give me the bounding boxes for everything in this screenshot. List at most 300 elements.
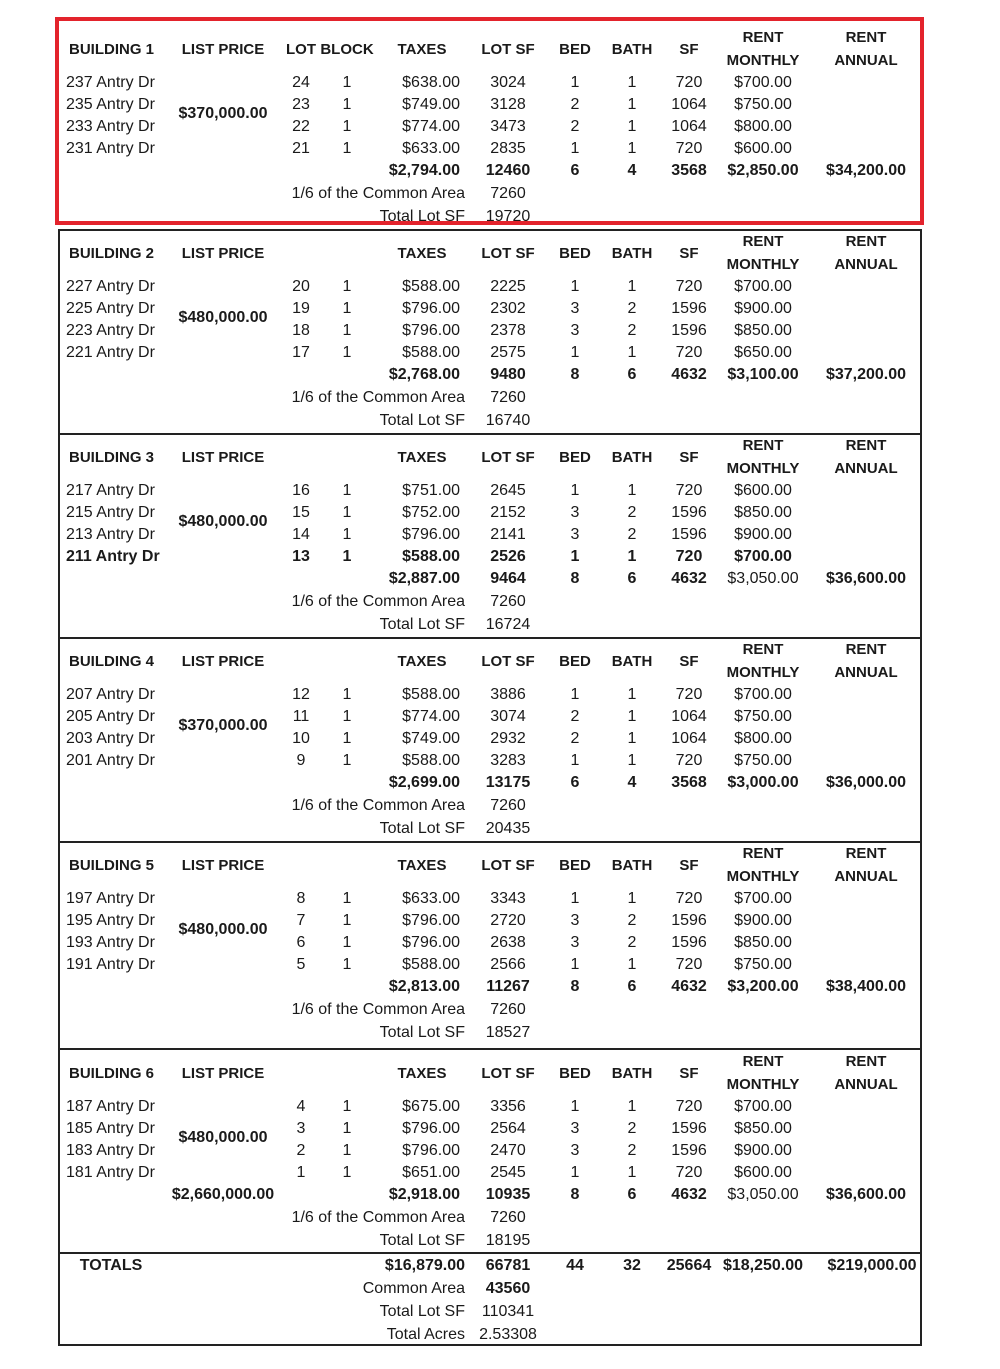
unit-block: 1 [342,1164,352,1181]
unit-sf: 720 [675,344,703,361]
unit-block: 1 [342,686,352,703]
header-rent: RENT [845,845,887,862]
section-divider [58,1048,922,1050]
sum-sf: 4632 [671,570,707,587]
header-sf: SF [679,245,699,262]
unit-address: 215 Antry Dr [66,504,155,521]
unit-sf: 1596 [671,526,707,543]
unit-address: 205 Antry Dr [66,708,155,725]
unit-sf: 720 [675,74,703,91]
unit-lot-sf: 3128 [490,96,526,113]
unit-sf: 720 [675,140,703,157]
unit-lot: 3 [296,1120,306,1137]
unit-bath: 2 [627,300,637,317]
unit-address: 237 Antry Dr [66,74,155,91]
unit-block: 1 [342,140,352,157]
unit-lot-sf: 2225 [490,278,526,295]
unit-bed: 3 [570,322,580,339]
totals-total-acres-label: Total Acres [386,1326,465,1343]
building-title: BUILDING 1 [69,41,155,58]
section-divider [58,229,922,231]
unit-lot: 15 [292,504,310,521]
sum-rent-monthly: $3,000.00 [727,774,799,791]
unit-block: 1 [342,548,352,565]
unit-sf: 720 [675,548,703,565]
sum-bath: 6 [627,366,637,383]
unit-lot-sf: 2720 [490,912,526,929]
unit-rent-monthly: $750.00 [734,956,792,973]
unit-sf: 1596 [671,322,707,339]
unit-rent-monthly: $700.00 [734,278,792,295]
unit-rent-monthly: $900.00 [734,526,792,543]
header-list-price: LIST PRICE [181,857,265,874]
totals-common-area: 43560 [485,1280,531,1297]
unit-lot: 14 [292,526,310,543]
header-lot-sf: LOT SF [481,653,535,670]
unit-bed: 3 [570,300,580,317]
unit-taxes: $633.00 [402,890,460,907]
unit-block: 1 [342,1098,352,1115]
unit-lot-sf: 3356 [490,1098,526,1115]
unit-sf: 1596 [671,1120,707,1137]
unit-rent-monthly: $800.00 [734,118,792,135]
unit-taxes: $774.00 [402,118,460,135]
header-rent: RENT [742,641,784,658]
unit-bed: 3 [570,526,580,543]
header-taxes: TAXES [397,41,447,58]
unit-lot-sf: 2566 [490,956,526,973]
total-lot-label: Total Lot SF [379,1024,465,1041]
unit-address: 195 Antry Dr [66,912,155,929]
unit-lot-sf: 3473 [490,118,526,135]
totals-sf: 25664 [666,1257,712,1274]
header-bath: BATH [611,1065,653,1082]
header-annual: ANNUAL [834,52,898,69]
unit-taxes: $796.00 [402,322,460,339]
sum-rent-annual: $36,600.00 [825,570,907,587]
unit-taxes: $796.00 [402,526,460,543]
unit-lot-sf: 2545 [490,1164,526,1181]
unit-block: 1 [342,344,352,361]
sum-rent-annual: $36,600.00 [825,1186,907,1203]
unit-rent-monthly: $650.00 [734,344,792,361]
section-divider [58,841,922,843]
unit-taxes: $749.00 [402,730,460,747]
sum-taxes: $2,794.00 [388,162,460,179]
unit-rent-monthly: $850.00 [734,504,792,521]
unit-bath: 2 [627,934,637,951]
unit-bath: 1 [627,278,637,295]
unit-lot: 12 [292,686,310,703]
unit-block: 1 [342,278,352,295]
unit-rent-monthly: $800.00 [734,730,792,747]
header-bath: BATH [611,41,653,58]
totals-divider [58,1252,922,1254]
unit-taxes: $796.00 [402,1120,460,1137]
section-divider [58,433,922,435]
header-bed: BED [559,1065,591,1082]
header-sf: SF [679,857,699,874]
unit-lot-sf: 2378 [490,322,526,339]
total-lot-sf: 16740 [485,412,531,429]
common-area-sf: 7260 [490,185,526,202]
unit-sf: 1064 [671,96,707,113]
unit-sf: 1064 [671,708,707,725]
unit-sf: 1596 [671,300,707,317]
unit-lot-sf: 3343 [490,890,526,907]
header-taxes: TAXES [397,245,447,262]
unit-taxes: $675.00 [402,1098,460,1115]
total-lot-sf: 18527 [485,1024,531,1041]
header-monthly: MONTHLY [726,460,800,477]
unit-bed: 2 [570,708,580,725]
unit-bath: 2 [627,1142,637,1159]
unit-bed: 1 [570,1164,580,1181]
header-annual: ANNUAL [834,1076,898,1093]
sum-bed: 8 [570,1186,580,1203]
header-lot-sf: LOT SF [481,857,535,874]
unit-lot-sf: 2526 [490,548,526,565]
unit-taxes: $749.00 [402,96,460,113]
common-area-label: 1/6 of the Common Area [291,185,465,202]
unit-lot-sf: 2141 [490,526,526,543]
header-rent: RENT [845,1053,887,1070]
unit-address: 221 Antry Dr [66,344,155,361]
header-annual: ANNUAL [834,868,898,885]
unit-rent-monthly: $850.00 [734,934,792,951]
unit-bath: 1 [627,1098,637,1115]
unit-address: 185 Antry Dr [66,1120,155,1137]
unit-sf: 720 [675,752,703,769]
list-price: $370,000.00 [178,717,268,734]
unit-sf: 720 [675,1164,703,1181]
header-lot-sf: LOT SF [481,449,535,466]
header-annual: ANNUAL [834,664,898,681]
unit-block: 1 [342,934,352,951]
sum-taxes: $2,918.00 [388,1186,460,1203]
unit-taxes: $796.00 [402,300,460,317]
unit-bath: 1 [627,96,637,113]
unit-block: 1 [342,322,352,339]
unit-sf: 720 [675,956,703,973]
header-block: BLOCK [320,41,374,58]
total-lot-label: Total Lot SF [379,616,465,633]
sum-taxes: $2,887.00 [388,570,460,587]
unit-rent-monthly: $850.00 [734,322,792,339]
unit-sf: 720 [675,890,703,907]
common-area-sf: 7260 [490,593,526,610]
unit-lot-sf: 3283 [490,752,526,769]
sum-bed: 6 [570,774,580,791]
unit-bath: 2 [627,1120,637,1137]
sum-bed: 6 [570,162,580,179]
unit-sf: 720 [675,686,703,703]
unit-bath: 1 [627,890,637,907]
header-sf: SF [679,1065,699,1082]
common-area-sf: 7260 [490,797,526,814]
unit-rent-monthly: $750.00 [734,96,792,113]
unit-lot: 17 [292,344,310,361]
total-lot-sf: 20435 [485,820,531,837]
unit-block: 1 [342,504,352,521]
unit-sf: 720 [675,1098,703,1115]
sum-rent-annual: $36,000.00 [825,774,907,791]
header-monthly: MONTHLY [726,256,800,273]
unit-rent-monthly: $700.00 [734,890,792,907]
header-lot: LOT [286,41,316,58]
unit-block: 1 [342,482,352,499]
unit-lot: 6 [296,934,306,951]
header-list-price: LIST PRICE [181,41,265,58]
unit-sf: 1596 [671,934,707,951]
unit-sf: 1064 [671,730,707,747]
totals-total-acres: 2.53308 [479,1326,537,1343]
totals-total-lot-sf: 110341 [481,1303,535,1320]
list-price: $480,000.00 [178,513,268,530]
sum-rent-monthly: $3,050.00 [727,570,799,587]
sum-rent-annual: $37,200.00 [825,366,907,383]
unit-rent-monthly: $600.00 [734,140,792,157]
list-price: $480,000.00 [178,309,268,326]
header-sf: SF [679,41,699,58]
totals-bath: 32 [623,1257,641,1274]
unit-block: 1 [342,300,352,317]
unit-taxes: $638.00 [402,74,460,91]
unit-taxes: $588.00 [402,278,460,295]
common-area-label: 1/6 of the Common Area [291,389,465,406]
unit-bath: 1 [627,752,637,769]
unit-lot: 10 [292,730,310,747]
unit-block: 1 [342,708,352,725]
unit-lot: 2 [296,1142,306,1159]
header-rent: RENT [742,233,784,250]
sum-sf: 3568 [671,162,707,179]
header-lot-sf: LOT SF [481,41,535,58]
unit-address: 227 Antry Dr [66,278,155,295]
unit-lot: 18 [292,322,310,339]
unit-address: 217 Antry Dr [66,482,155,499]
building-title: BUILDING 4 [69,653,155,670]
unit-bed: 3 [570,504,580,521]
unit-sf: 1596 [671,1142,707,1159]
unit-lot: 8 [296,890,306,907]
list-price: $480,000.00 [178,1129,268,1146]
unit-block: 1 [342,1120,352,1137]
totals-rent-annual: $219,000.00 [827,1257,917,1274]
header-rent: RENT [742,29,784,46]
header-sf: SF [679,449,699,466]
unit-bed: 3 [570,912,580,929]
building-1-highlight-box [55,17,924,225]
header-lot-sf: LOT SF [481,1065,535,1082]
unit-lot: 21 [292,140,310,157]
unit-lot: 20 [292,278,310,295]
unit-bath: 1 [627,74,637,91]
unit-lot-sf: 3074 [490,708,526,725]
total-lot-sf: 16724 [485,616,531,633]
sum-lot-sf: 12460 [485,162,531,179]
header-annual: ANNUAL [834,256,898,273]
unit-rent-monthly: $900.00 [734,300,792,317]
unit-sf: 1596 [671,504,707,521]
total-lot-label: Total Lot SF [379,208,465,225]
unit-bed: 2 [570,118,580,135]
sum-lot-sf: 10935 [485,1186,531,1203]
unit-address: 225 Antry Dr [66,300,155,317]
totals-common-area-label: Common Area [362,1280,465,1297]
sum-rent-monthly: $3,100.00 [727,366,799,383]
total-lot-label: Total Lot SF [379,820,465,837]
unit-lot-sf: 2564 [490,1120,526,1137]
unit-bed: 2 [570,96,580,113]
sum-bath: 6 [627,978,637,995]
unit-taxes: $588.00 [402,686,460,703]
unit-taxes: $588.00 [402,344,460,361]
common-area-label: 1/6 of the Common Area [291,593,465,610]
unit-lot-sf: 2638 [490,934,526,951]
unit-lot-sf: 2932 [490,730,526,747]
unit-bath: 1 [627,548,637,565]
sum-bath: 4 [627,162,637,179]
sum-rent-monthly: $3,050.00 [727,1186,799,1203]
unit-rent-monthly: $750.00 [734,708,792,725]
unit-address: 191 Antry Dr [66,956,155,973]
unit-address: 223 Antry Dr [66,322,155,339]
unit-bed: 1 [570,1098,580,1115]
unit-block: 1 [342,956,352,973]
unit-address: 183 Antry Dr [66,1142,155,1159]
unit-address: 193 Antry Dr [66,934,155,951]
unit-lot: 11 [292,708,310,725]
total-lot-sf: 18195 [485,1232,531,1249]
totals-bed: 44 [566,1257,584,1274]
header-monthly: MONTHLY [726,1076,800,1093]
header-bath: BATH [611,653,653,670]
unit-lot: 19 [292,300,310,317]
header-monthly: MONTHLY [726,664,800,681]
unit-taxes: $752.00 [402,504,460,521]
sum-taxes: $2,813.00 [388,978,460,995]
sum-sf: 4632 [671,978,707,995]
unit-bed: 3 [570,934,580,951]
header-rent: RENT [742,1053,784,1070]
unit-lot: 22 [292,118,310,135]
unit-block: 1 [342,912,352,929]
unit-lot: 4 [296,1098,306,1115]
header-rent: RENT [742,437,784,454]
common-area-label: 1/6 of the Common Area [291,1001,465,1018]
unit-address: 197 Antry Dr [66,890,155,907]
unit-address: 201 Antry Dr [66,752,155,769]
unit-address: 207 Antry Dr [66,686,155,703]
header-taxes: TAXES [397,1065,447,1082]
unit-block: 1 [342,890,352,907]
sum-rent-annual: $34,200.00 [825,162,907,179]
unit-lot-sf: 2645 [490,482,526,499]
unit-bed: 3 [570,1142,580,1159]
building-title: BUILDING 3 [69,449,155,466]
unit-bath: 2 [627,322,637,339]
totals-taxes: $16,879.00 [384,1257,465,1274]
header-list-price: LIST PRICE [181,653,265,670]
unit-lot-sf: 2152 [490,504,526,521]
sum-taxes: $2,699.00 [388,774,460,791]
unit-lot: 16 [292,482,310,499]
left-border [58,229,60,1346]
header-rent: RENT [742,845,784,862]
unit-bath: 2 [627,504,637,521]
unit-lot-sf: 2470 [490,1142,526,1159]
unit-taxes: $651.00 [402,1164,460,1181]
unit-rent-monthly: $700.00 [734,548,792,565]
unit-lot: 1 [296,1164,306,1181]
unit-rent-monthly: $700.00 [734,1098,792,1115]
unit-bed: 1 [570,482,580,499]
unit-taxes: $588.00 [402,548,460,565]
unit-bath: 2 [627,912,637,929]
header-monthly: MONTHLY [726,52,800,69]
common-area-sf: 7260 [490,1209,526,1226]
sum-rent-annual: $38,400.00 [825,978,907,995]
unit-block: 1 [342,118,352,135]
unit-bed: 3 [570,1120,580,1137]
unit-address: 233 Antry Dr [66,118,155,135]
unit-bath: 1 [627,482,637,499]
header-taxes: TAXES [397,653,447,670]
unit-rent-monthly: $600.00 [734,1164,792,1181]
header-bath: BATH [611,857,653,874]
unit-address: 231 Antry Dr [66,140,155,157]
sum-lot-sf: 11267 [486,978,530,995]
unit-bath: 1 [627,140,637,157]
unit-bed: 1 [570,140,580,157]
total-list-price: $2,660,000.00 [171,1186,275,1203]
sum-bed: 8 [570,366,580,383]
unit-lot-sf: 2835 [490,140,526,157]
sum-lot-sf: 13175 [485,774,531,791]
building-title: BUILDING 2 [69,245,155,262]
common-area-label: 1/6 of the Common Area [291,797,465,814]
sum-bath: 6 [627,1186,637,1203]
total-lot-label: Total Lot SF [379,1232,465,1249]
header-list-price: LIST PRICE [181,1065,265,1082]
unit-rent-monthly: $900.00 [734,912,792,929]
sum-sf: 3568 [671,774,707,791]
unit-bed: 1 [570,956,580,973]
unit-bed: 1 [570,278,580,295]
sum-bath: 4 [627,774,637,791]
totals-total-lot-label: Total Lot SF [379,1303,465,1320]
header-taxes: TAXES [397,857,447,874]
unit-taxes: $796.00 [402,1142,460,1159]
header-annual: ANNUAL [834,460,898,477]
header-bed: BED [559,41,591,58]
unit-lot-sf: 2302 [490,300,526,317]
unit-bath: 2 [627,526,637,543]
unit-taxes: $751.00 [402,482,460,499]
list-price: $370,000.00 [178,105,268,122]
unit-block: 1 [342,526,352,543]
unit-rent-monthly: $600.00 [734,482,792,499]
sum-bed: 8 [570,570,580,587]
common-area-sf: 7260 [490,389,526,406]
header-bed: BED [559,653,591,670]
header-rent: RENT [845,29,887,46]
unit-bed: 1 [570,752,580,769]
unit-bath: 1 [627,344,637,361]
unit-lot: 13 [292,548,310,565]
unit-sf: 720 [675,482,703,499]
